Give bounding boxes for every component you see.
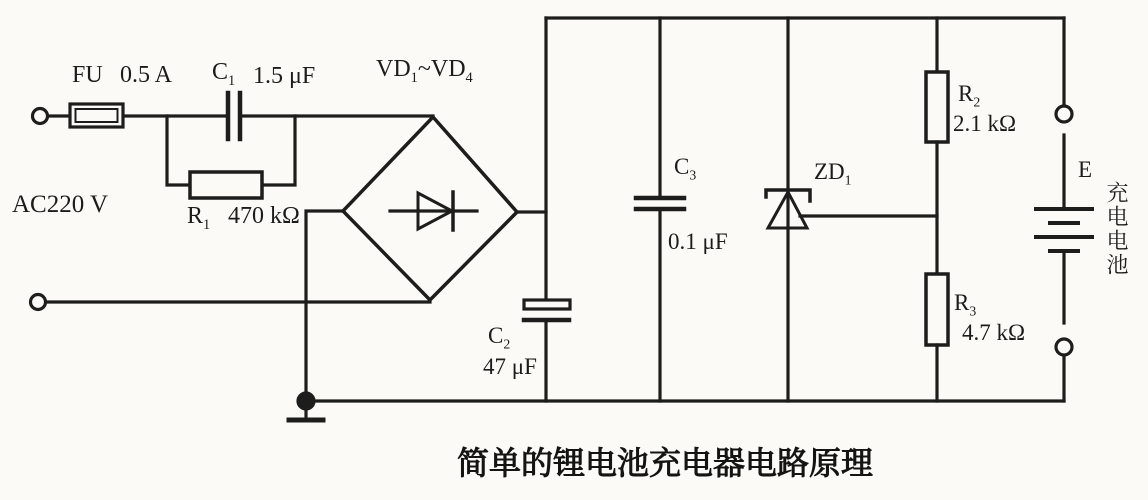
r3-value: 4.7 kΩ (962, 320, 1026, 345)
ac-terminal-top-icon (33, 109, 48, 124)
zd1-label: $ZD_1$ (814, 159, 852, 188)
bridge-label: $VD_1\sim VD_4$ (376, 56, 473, 86)
c3-label: $C_3$ (674, 154, 697, 183)
battery-label: E (1078, 157, 1093, 182)
c2-label: $C_2$ (488, 323, 511, 352)
ground-icon (289, 393, 323, 420)
r1-value: 470 kΩ (228, 203, 300, 229)
c3-value: 0.1 μF (668, 229, 728, 254)
r3-label: $R_3$ (954, 290, 977, 319)
r2-value: 2.1 kΩ (953, 111, 1017, 136)
r3-resistor-icon (926, 274, 948, 345)
c1-label: $C_1$ (212, 59, 236, 89)
wire-dc-minus (306, 211, 343, 401)
output-terminal-top-icon (1056, 106, 1072, 122)
r1-label: $R_1$ (187, 203, 211, 233)
c1-capacitor-icon (228, 93, 240, 139)
wire-r1-left (167, 116, 190, 185)
output-terminal-bottom-icon (1056, 339, 1072, 355)
wire-r1-right (262, 116, 295, 185)
fuse-icon (70, 104, 123, 127)
r1-resistor-icon (190, 172, 262, 198)
c1-value: 1.5 μF (253, 63, 316, 89)
battery-name-vertical: 充电电池 (1104, 181, 1129, 277)
c3-capacitor-icon (636, 198, 684, 209)
bridge-rectifier-icon (343, 117, 517, 300)
ac-terminal-bottom-icon (31, 295, 46, 310)
r2-label: $R_2$ (958, 81, 981, 110)
c2-value: 47 μF (483, 354, 537, 379)
fuse-label: FU (72, 62, 103, 88)
ac-input-label: AC220 V (12, 191, 109, 218)
battery-icon (1036, 209, 1092, 251)
c2-capacitor-icon (524, 300, 570, 320)
r2-resistor-icon (926, 72, 948, 142)
diode-icon (390, 192, 477, 230)
diagram-title: 简单的锂电池充电器电路原理 (457, 444, 874, 482)
fuse-value: 0.5 A (120, 62, 173, 88)
